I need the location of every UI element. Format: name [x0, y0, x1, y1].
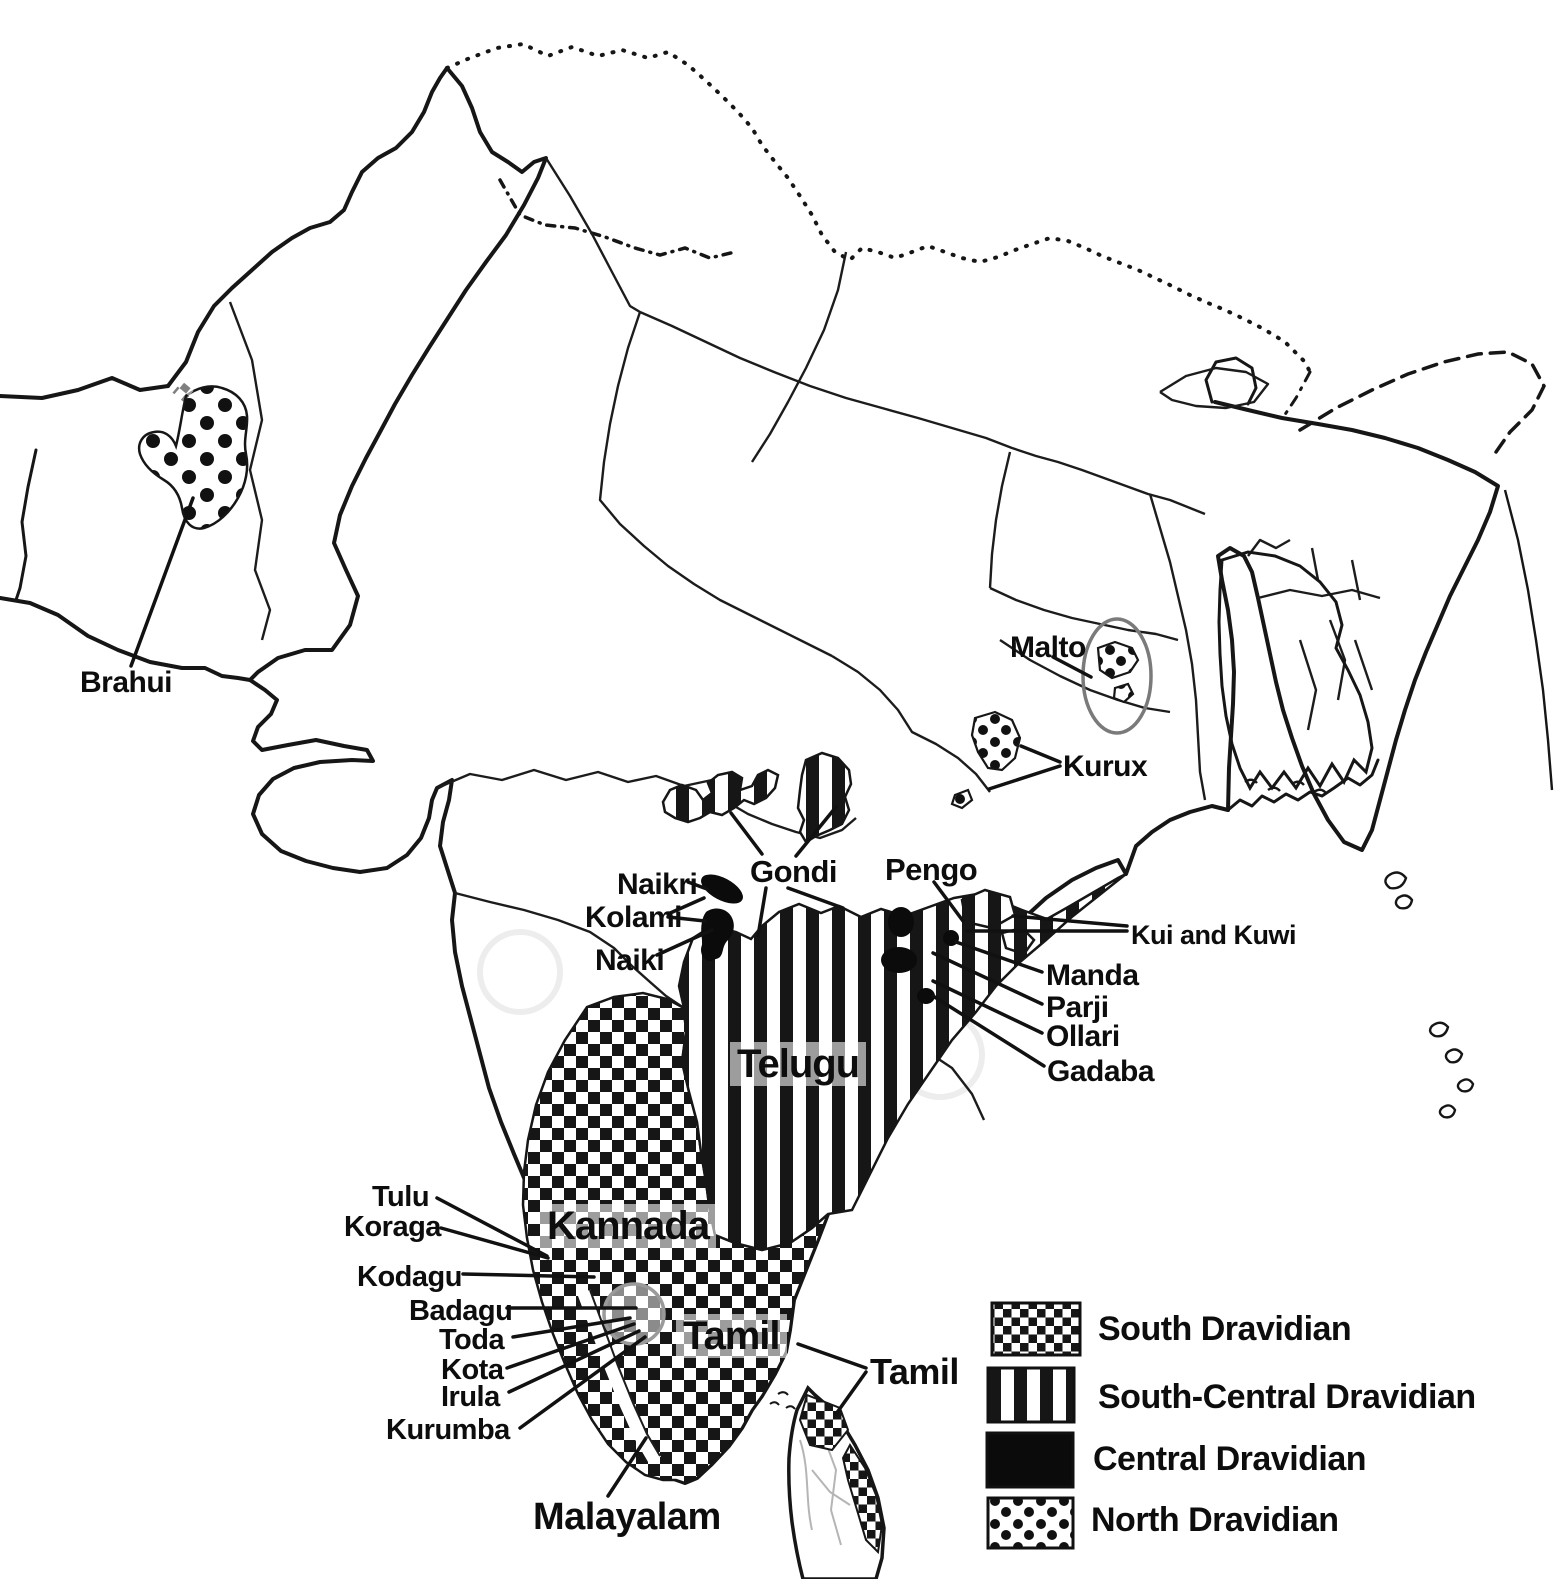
legend-swatches [987, 1303, 1080, 1548]
legend-label-north-dravidian: North Dravidian [1091, 1501, 1339, 1539]
label-parji: Parji [1046, 991, 1109, 1024]
malto-region [1083, 619, 1151, 733]
sri-lanka [770, 1388, 884, 1579]
legend-swatch-central-dravidian [987, 1433, 1073, 1487]
legend-swatch-south-central-dravidian [988, 1368, 1074, 1422]
label-manda: Manda [1046, 959, 1139, 992]
label-naiki: Naiki [595, 944, 665, 977]
pengo-area [888, 907, 914, 937]
label-tulu: Tulu [372, 1181, 430, 1213]
label-malayalam: Malayalam [533, 1496, 721, 1538]
label-kurux: Kurux [1063, 750, 1148, 783]
label-gadaba: Gadaba [1047, 1055, 1155, 1088]
label-kannada: Kannada [540, 1204, 716, 1248]
label-pengo: Pengo [885, 852, 978, 887]
label-irula: Irula [441, 1381, 500, 1413]
label-tamil-mainland: Tamil [676, 1314, 787, 1358]
naiki-area [701, 939, 719, 961]
label-koraga: Koraga [344, 1211, 441, 1243]
label-naikri: Naikri [617, 868, 698, 901]
legend-label-south-dravidian: South Dravidian [1098, 1310, 1352, 1348]
label-tamil-sri-lanka: Tamil [870, 1351, 959, 1392]
gondi-patch-west [663, 770, 778, 822]
brahui-region [139, 386, 247, 528]
label-brahui: Brahui [80, 666, 173, 699]
label-malto: Malto [1010, 631, 1086, 664]
label-kurumba: Kurumba [386, 1414, 510, 1446]
kashmir-dotted-border [447, 44, 1544, 452]
label-kolami: Kolami [585, 901, 683, 934]
label-gondi: Gondi [750, 854, 838, 889]
label-kota: Kota [441, 1354, 504, 1386]
parji-area [881, 947, 917, 973]
label-kodagu: Kodagu [357, 1261, 462, 1293]
label-badagu: Badagu [409, 1295, 513, 1327]
label-toda: Toda [439, 1324, 505, 1356]
legend-label-central-dravidian: Central Dravidian [1093, 1440, 1367, 1478]
label-telugu: Telugu [730, 1042, 866, 1086]
legend-swatch-south-dravidian [992, 1303, 1080, 1355]
far-east-coast-and-islands [1245, 490, 1552, 1117]
legend-label-south-central-dravidian: South-Central Dravidian [1098, 1378, 1476, 1416]
label-ollari: Ollari [1046, 1020, 1120, 1053]
kurux-region [952, 712, 1020, 808]
label-kui-and-kuwi: Kui and Kuwi [1131, 920, 1296, 950]
legend-swatch-north-dravidian [988, 1498, 1073, 1548]
